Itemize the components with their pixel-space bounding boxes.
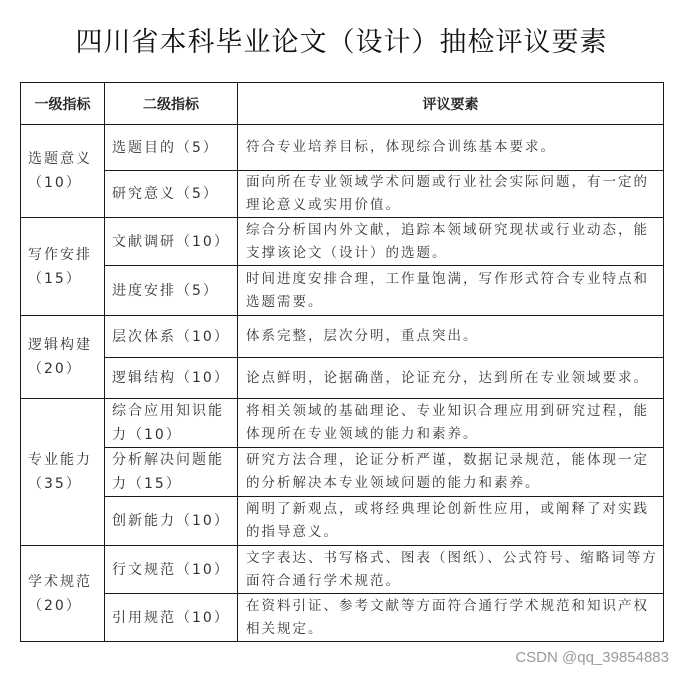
table-row (21, 497, 664, 546)
level1-score: （20） (28, 597, 82, 614)
header-level1: 一级指标 (21, 83, 105, 125)
level1-cell (21, 316, 105, 399)
table-row (21, 358, 664, 399)
table-row (21, 266, 664, 316)
criteria-cell: 综合分析国内外文献，追踪本领域研究现状或行业动态，能支撑该论文（设计）的选题。 (238, 218, 664, 266)
table-row (21, 448, 664, 497)
level2-cell: 文献调研（10） (105, 218, 238, 266)
level1-score: （10） (28, 175, 82, 191)
table-row (21, 594, 664, 642)
evaluation-criteria-table (20, 82, 664, 642)
level2-cell: 引用规范（10） (105, 594, 238, 642)
criteria-cell: 面向所在专业领域学术问题或行业社会实际问题，有一定的理论意义或实用价值。 (238, 171, 664, 218)
table-row (21, 399, 664, 448)
criteria-cell: 在资料引证、参考文献等方面符合通行学术规范和知识产权相关规定。 (238, 594, 664, 642)
level2-cell: 研究意义（5） (105, 171, 238, 218)
level2-cell: 综合应用知识能力（10） (105, 399, 238, 448)
level1-cell (21, 399, 105, 546)
table-row (21, 316, 664, 358)
level1-cell (21, 546, 105, 642)
table-header-row (21, 83, 664, 125)
level2-cell: 创新能力（10） (105, 497, 238, 546)
page-title: 四川省本科毕业论文（设计）抽检评议要素 (75, 27, 608, 58)
criteria-cell: 文字表达、书写格式、图表（图纸）、公式符号、缩略词等方面符合通行学术规范。 (238, 546, 664, 594)
criteria-cell: 论点鲜明，论据确凿，论证充分，达到所在专业领域要求。 (238, 358, 664, 399)
criteria-cell: 阐明了新观点，或将经典理论创新性应用，或阐释了对实践的指导意义。 (238, 497, 664, 546)
table-row (21, 125, 664, 171)
level1-cell (21, 125, 105, 218)
criteria-cell: 时间进度安排合理，工作量饱满，写作形式符合专业特点和选题需要。 (238, 266, 664, 316)
criteria-cell: 研究方法合理，论证分析严谨，数据记录规范，能体现一定的分析解决本专业领域问题的能力和素养。 (238, 448, 664, 497)
watermark: CSDN @qq_39854883 (515, 649, 669, 666)
level1-score: （35） (28, 476, 82, 492)
level2-cell: 选题目的（5） (105, 125, 238, 171)
criteria-cell: 符合专业培养目标，体现综合训练基本要求。 (238, 125, 664, 171)
level2-cell: 层次体系（10） (105, 316, 238, 358)
level1-label: 逻辑构建 (28, 337, 92, 353)
header-criteria: 评议要素 (238, 83, 664, 125)
level1-label: 选题意义 (28, 151, 92, 167)
table-row (21, 546, 664, 594)
level1-label: 专业能力 (28, 452, 92, 468)
criteria-cell: 体系完整，层次分明，重点突出。 (238, 316, 664, 358)
level1-score: （20） (28, 361, 82, 377)
level1-label: 学术规范 (28, 573, 92, 590)
level2-cell: 逻辑结构（10） (105, 358, 238, 399)
level1-label: 写作安排 (28, 246, 92, 263)
level2-cell: 进度安排（5） (105, 266, 238, 316)
level1-score: （15） (28, 270, 82, 287)
table-row (21, 171, 664, 218)
criteria-cell: 将相关领域的基础理论、专业知识合理应用到研究过程，能体现所在专业领域的能力和素养。 (238, 399, 664, 448)
table-row (21, 218, 664, 266)
level1-cell (21, 218, 105, 316)
level2-cell: 分析解决问题能力（15） (105, 448, 238, 497)
header-level2: 二级指标 (105, 83, 238, 125)
level2-cell: 行文规范（10） (105, 546, 238, 594)
